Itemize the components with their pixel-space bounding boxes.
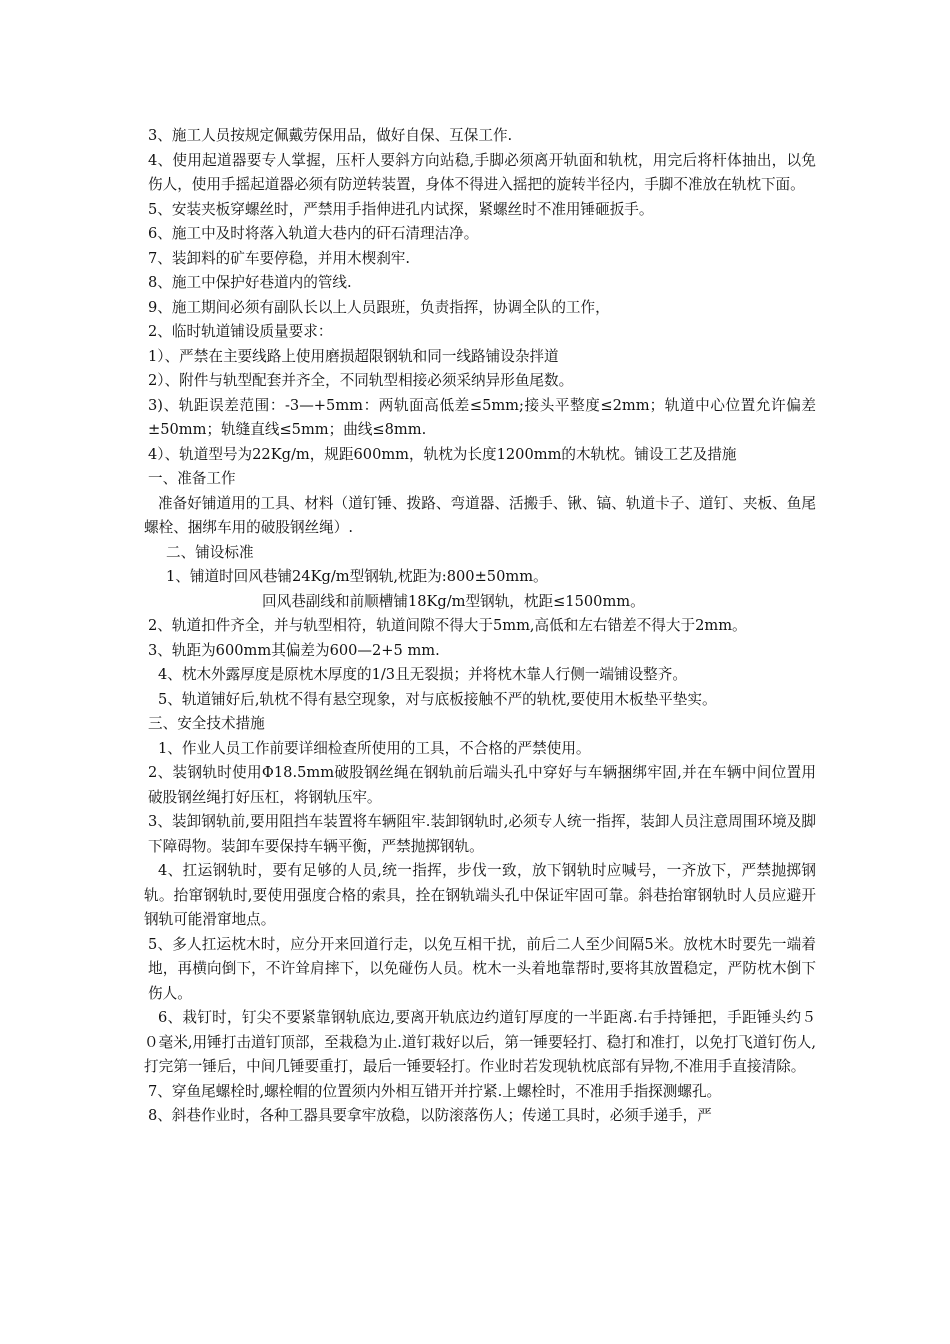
- paragraph-incline-work: 8、斜巷作业时，各种工器具要拿牢放稳，以防滚落伤人；传递工具时，必须手递手，严: [148, 1107, 712, 1124]
- document-body: [144, 124, 816, 1129]
- paragraph-fishplate-bolts: 5、安装夹板穿螺丝时，严禁用手指伸进孔内试探，紧螺丝时不准用锤砸扳手。: [148, 200, 654, 218]
- paragraph-gauge-deviation: 3、轨距为600mm其偏差为600—2+5 mm.: [148, 641, 440, 659]
- paragraph-tool-inspection: 1、作业人员工作前要详细检查所使用的工具，不合格的严禁使用。: [158, 739, 591, 757]
- paragraph-tools-materials: 准备好铺道用的工具、材料（道钉锤、拨路、弯道器、活搬手、锹、镐、轨道卡子、道钉、夹板、鱼尾螺栓、捆绑车用的破股钢丝绳）.: [144, 494, 816, 536]
- paragraph-pipelines: 8、施工中保护好巷道内的管线.: [148, 274, 352, 291]
- paragraph-clear-rocks: 6、施工中及时将落入轨道大巷内的矸石清理洁净。: [148, 225, 479, 242]
- heading-quality-requirements: 2、临时轨道铺设质量要求：: [148, 323, 333, 340]
- heading-preparation: 一、准备工作: [148, 470, 236, 487]
- paragraph-return-airway: 1、铺道时回风巷铺24Kg/m型钢轨,枕距为:800±50mm。: [166, 568, 548, 585]
- paragraph-supervision: 9、施工期间必须有副队长以上人员跟班，负责指挥，协调全队的工作，: [148, 298, 610, 316]
- paragraph-fishplate-nuts: 7、穿鱼尾螺栓时,螺栓帽的位置须内外相互错开并拧紧.上螺栓时，不准用手指探测螺孔。: [148, 1082, 722, 1100]
- paragraph-gauge-tolerance: 3)、轨距误差范围：-3—+5mm：两轨面高低差≤5mm;接头平整度≤2mm；轨道中心位置允许偏差±50mm；轨缝直线≤5mm；曲线≤8mm.: [148, 396, 816, 438]
- paragraph-unloading-rails: 3、装卸钢轨前,要用阻挡车装置将车辆阻牢.装卸钢轨时,必须专人统一指挥，装卸人员注意周围环境及脚下障碍物。装卸车要保持车辆平衡，严禁抛掷钢轨。: [148, 813, 816, 855]
- paragraph-sleeper-thickness: 4、枕木外露厚度是原枕木厚度的1/3且无裂损；并将枕木靠人行侧一端铺设整齐。: [158, 666, 687, 683]
- paragraph-lifting-jack: 4、使用起道器要专人掌握，压杆人要斜方向站稳,手脚必须离开轨面和轨枕，用完后将杆体抽出，以免伤人，使用手摇起道器必须有防逆转装置，身体不得进入摇把的旋转半径内，手脚不准放在轨枕下面。: [148, 151, 816, 193]
- paragraph-ppe: 3、施工人员按规定佩戴劳保用品，做好自保、互保工作.: [148, 127, 513, 144]
- heading-safety-measures: 三、安全技术措施: [148, 715, 265, 732]
- paragraph-spike-driving: 6、栽钉时，钉尖不要紧靠钢轨底边,要离开轨底边约道钉厚度的一半距离.右手持锤把，手距锤头约５０毫米,用锤打击道钉顶部，至栽稳为止.道钉栽好以后，第一锤要轻打、稳打和准打，以免打飞道钉伤人,打完第一锤后，中间几锤要重打，最后一锤要轻打。作业时若发现轨枕底部有异物,不准用手直接清除。: [144, 1009, 816, 1075]
- heading-laying-standard: 二、铺设标准: [166, 543, 254, 561]
- paragraph-carrying-sleepers: 5、多人扛运枕木时，应分开来回道行走，以免互相干扰，前后二人至少间隔5米。放枕木时要先一端着地，再横向倒下，不许耸肩摔下，以免碰伤人员。枕木一头着地靠帮时,要将其放置稳定，严防枕木倒下伤人。: [148, 935, 816, 1002]
- paragraph-worn-rails: 1）、严禁在主要线路上使用磨损超限钢轨和同一线路铺设杂拌道: [148, 347, 559, 365]
- paragraph-loading-rails: 2、装钢轨时使用Φ18.5mm破股钢丝绳在钢轨前后端头孔中穿好与车辆捆绑牢固,并在车辆中间位置用破股钢丝绳打好压杠，将钢轨压牢。: [148, 764, 816, 806]
- paragraph-track-model: 4）、轨道型号为22Kg/m，规距600mm，轨枕为长度1200mm的木轨枕。铺设工艺及措施: [148, 445, 737, 463]
- paragraph-fasteners: 2、轨道扣件齐全，并与轨型相符，轨道间隙不得大于5mm,高低和左右错差不得大于2mm。: [148, 617, 747, 634]
- paragraph-no-suspension: 5、轨道铺好后,轨枕不得有悬空现象，对与底板接触不严的轨枕,要使用木板垫平垫实。: [158, 690, 717, 708]
- paragraph-carrying-rails: 4、扛运钢轨时，要有足够的人员,统一指挥，步伐一致，放下钢轨时应喊号，一齐放下，严禁抛掷钢轨。抬窜钢轨时,要使用强度合格的索具，拴在钢轨端头孔中保证牢固可靠。斜巷抬窜钢轨时人员应避开钢轨可能滑窜地点。: [144, 862, 816, 928]
- paragraph-auxiliary-line: 回风巷副线和前顺槽铺18Kg/m型钢轨，枕距≤1500mm。: [262, 592, 645, 610]
- paragraph-fittings: 2）、附件与轨型配套并齐全，不同轨型相接必须采纳异形鱼尾数。: [148, 372, 574, 389]
- paragraph-mine-car: 7、装卸料的矿车要停稳，并用木楔刹牢.: [148, 249, 411, 267]
